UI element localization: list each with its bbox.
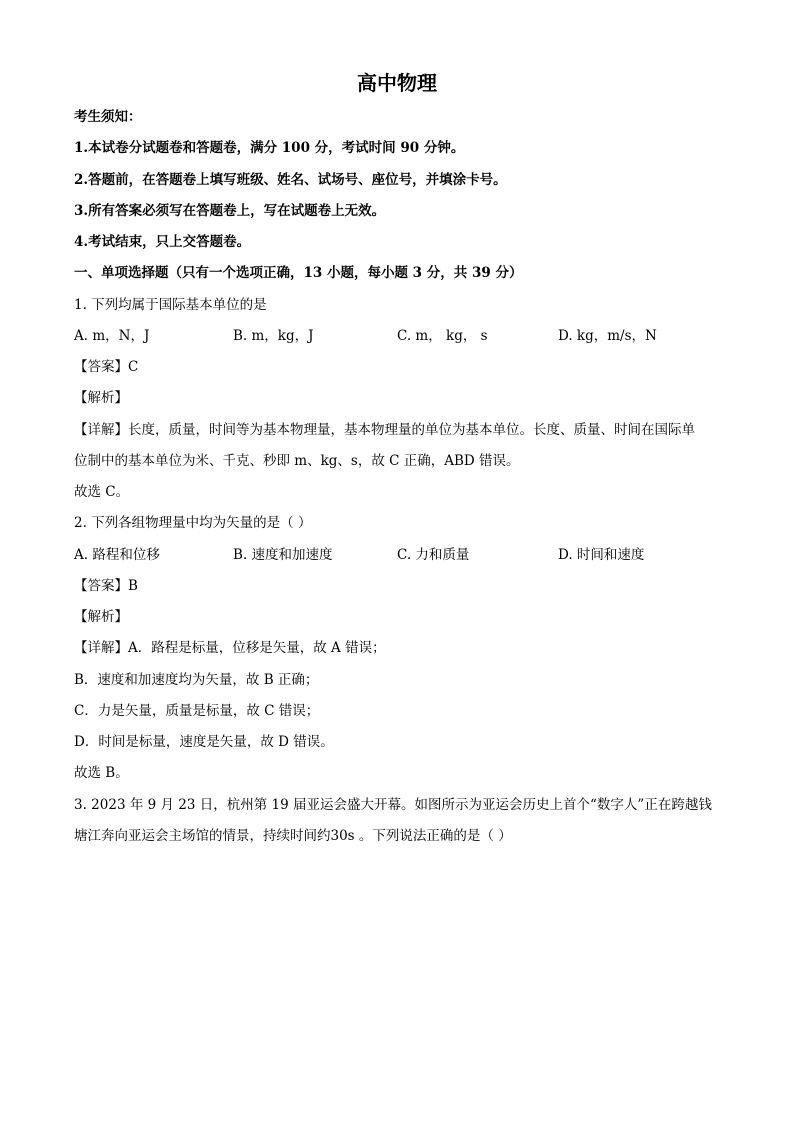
q1-option-d: D. kg，m/s，N (558, 328, 657, 344)
section-heading: 一、单项选择题（只有一个选项正确，13 小题，每小题 3 分，共 39 分） (74, 265, 523, 281)
q1-answer: 【答案】C (74, 359, 139, 375)
notice-item-1: 1.本试卷分试题卷和答题卷，满分 100 分，考试时间 90 分钟。 (74, 140, 465, 156)
q1-option-c: C. m， kg， s (397, 328, 488, 344)
q2-answer: 【答案】B (74, 578, 138, 594)
q2-stem: 2. 下列各组物理量中均为矢量的是（ ） (74, 515, 312, 531)
q2-conclusion: 故选 B。 (74, 765, 129, 781)
q2-option-c: C. 力和质量 (397, 547, 470, 563)
q3-stem-line-2: 塘江奔向亚运会主场馆的情景，持续时间约30s 。下列说法正确的是（ ） (74, 828, 512, 844)
q1-conclusion: 故选 C。 (74, 484, 130, 500)
q2-detail-line-1: 【详解】A．路程是标量，位移是矢量，故 A 错误； (74, 640, 386, 656)
page-title: 高中物理 (357, 71, 437, 95)
q2-detail-line-2: B．速度和加速度均为矢量，故 B 正确； (74, 672, 319, 688)
q2-option-b: B. 速度和加速度 (233, 547, 333, 563)
q2-detail-line-3: C．力是矢量，质量是标量，故 C 错误； (74, 703, 320, 719)
notice-item-2: 2.答题前，在答题卷上填写班级、姓名、试场号、座位号，并填涂卡号。 (74, 172, 507, 188)
q1-option-a: A. m，N，J (74, 328, 150, 344)
q1-stem: 1. 下列均属于国际基本单位的是 (74, 297, 267, 313)
q2-detail-line-4: D．时间是标量，速度是矢量，故 D 错误。 (74, 734, 334, 750)
q2-option-d: D. 时间和速度 (558, 547, 645, 563)
q2-analysis: 【解析】 (74, 609, 128, 625)
notice-item-3: 3.所有答案必须写在答题卷上，写在试题卷上无效。 (74, 203, 386, 219)
notice-heading: 考生须知： (74, 109, 142, 125)
q1-detail-line-2: 位制中的基本单位为米、千克、秒即 m、kg、s，故 C 正确，ABD 错误。 (74, 453, 520, 469)
q1-analysis: 【解析】 (74, 390, 128, 406)
q1-detail-line-1: 【详解】长度，质量，时间等为基本物理量，基本物理量的单位为基本单位。长度、质量、时间在国际单 (74, 422, 695, 438)
q2-option-a: A. 路程和位移 (74, 547, 160, 563)
q1-option-b: B. m，kg，J (233, 328, 314, 344)
q3-stem-line-1: 3. 2023 年 9 月 23 日，杭州第 19 届亚运会盛大开幕。如图所示为亚运会历史上首个“数字人”正在跨越钱 (74, 797, 712, 813)
notice-item-4: 4.考试结束，只上交答题卷。 (74, 234, 251, 250)
